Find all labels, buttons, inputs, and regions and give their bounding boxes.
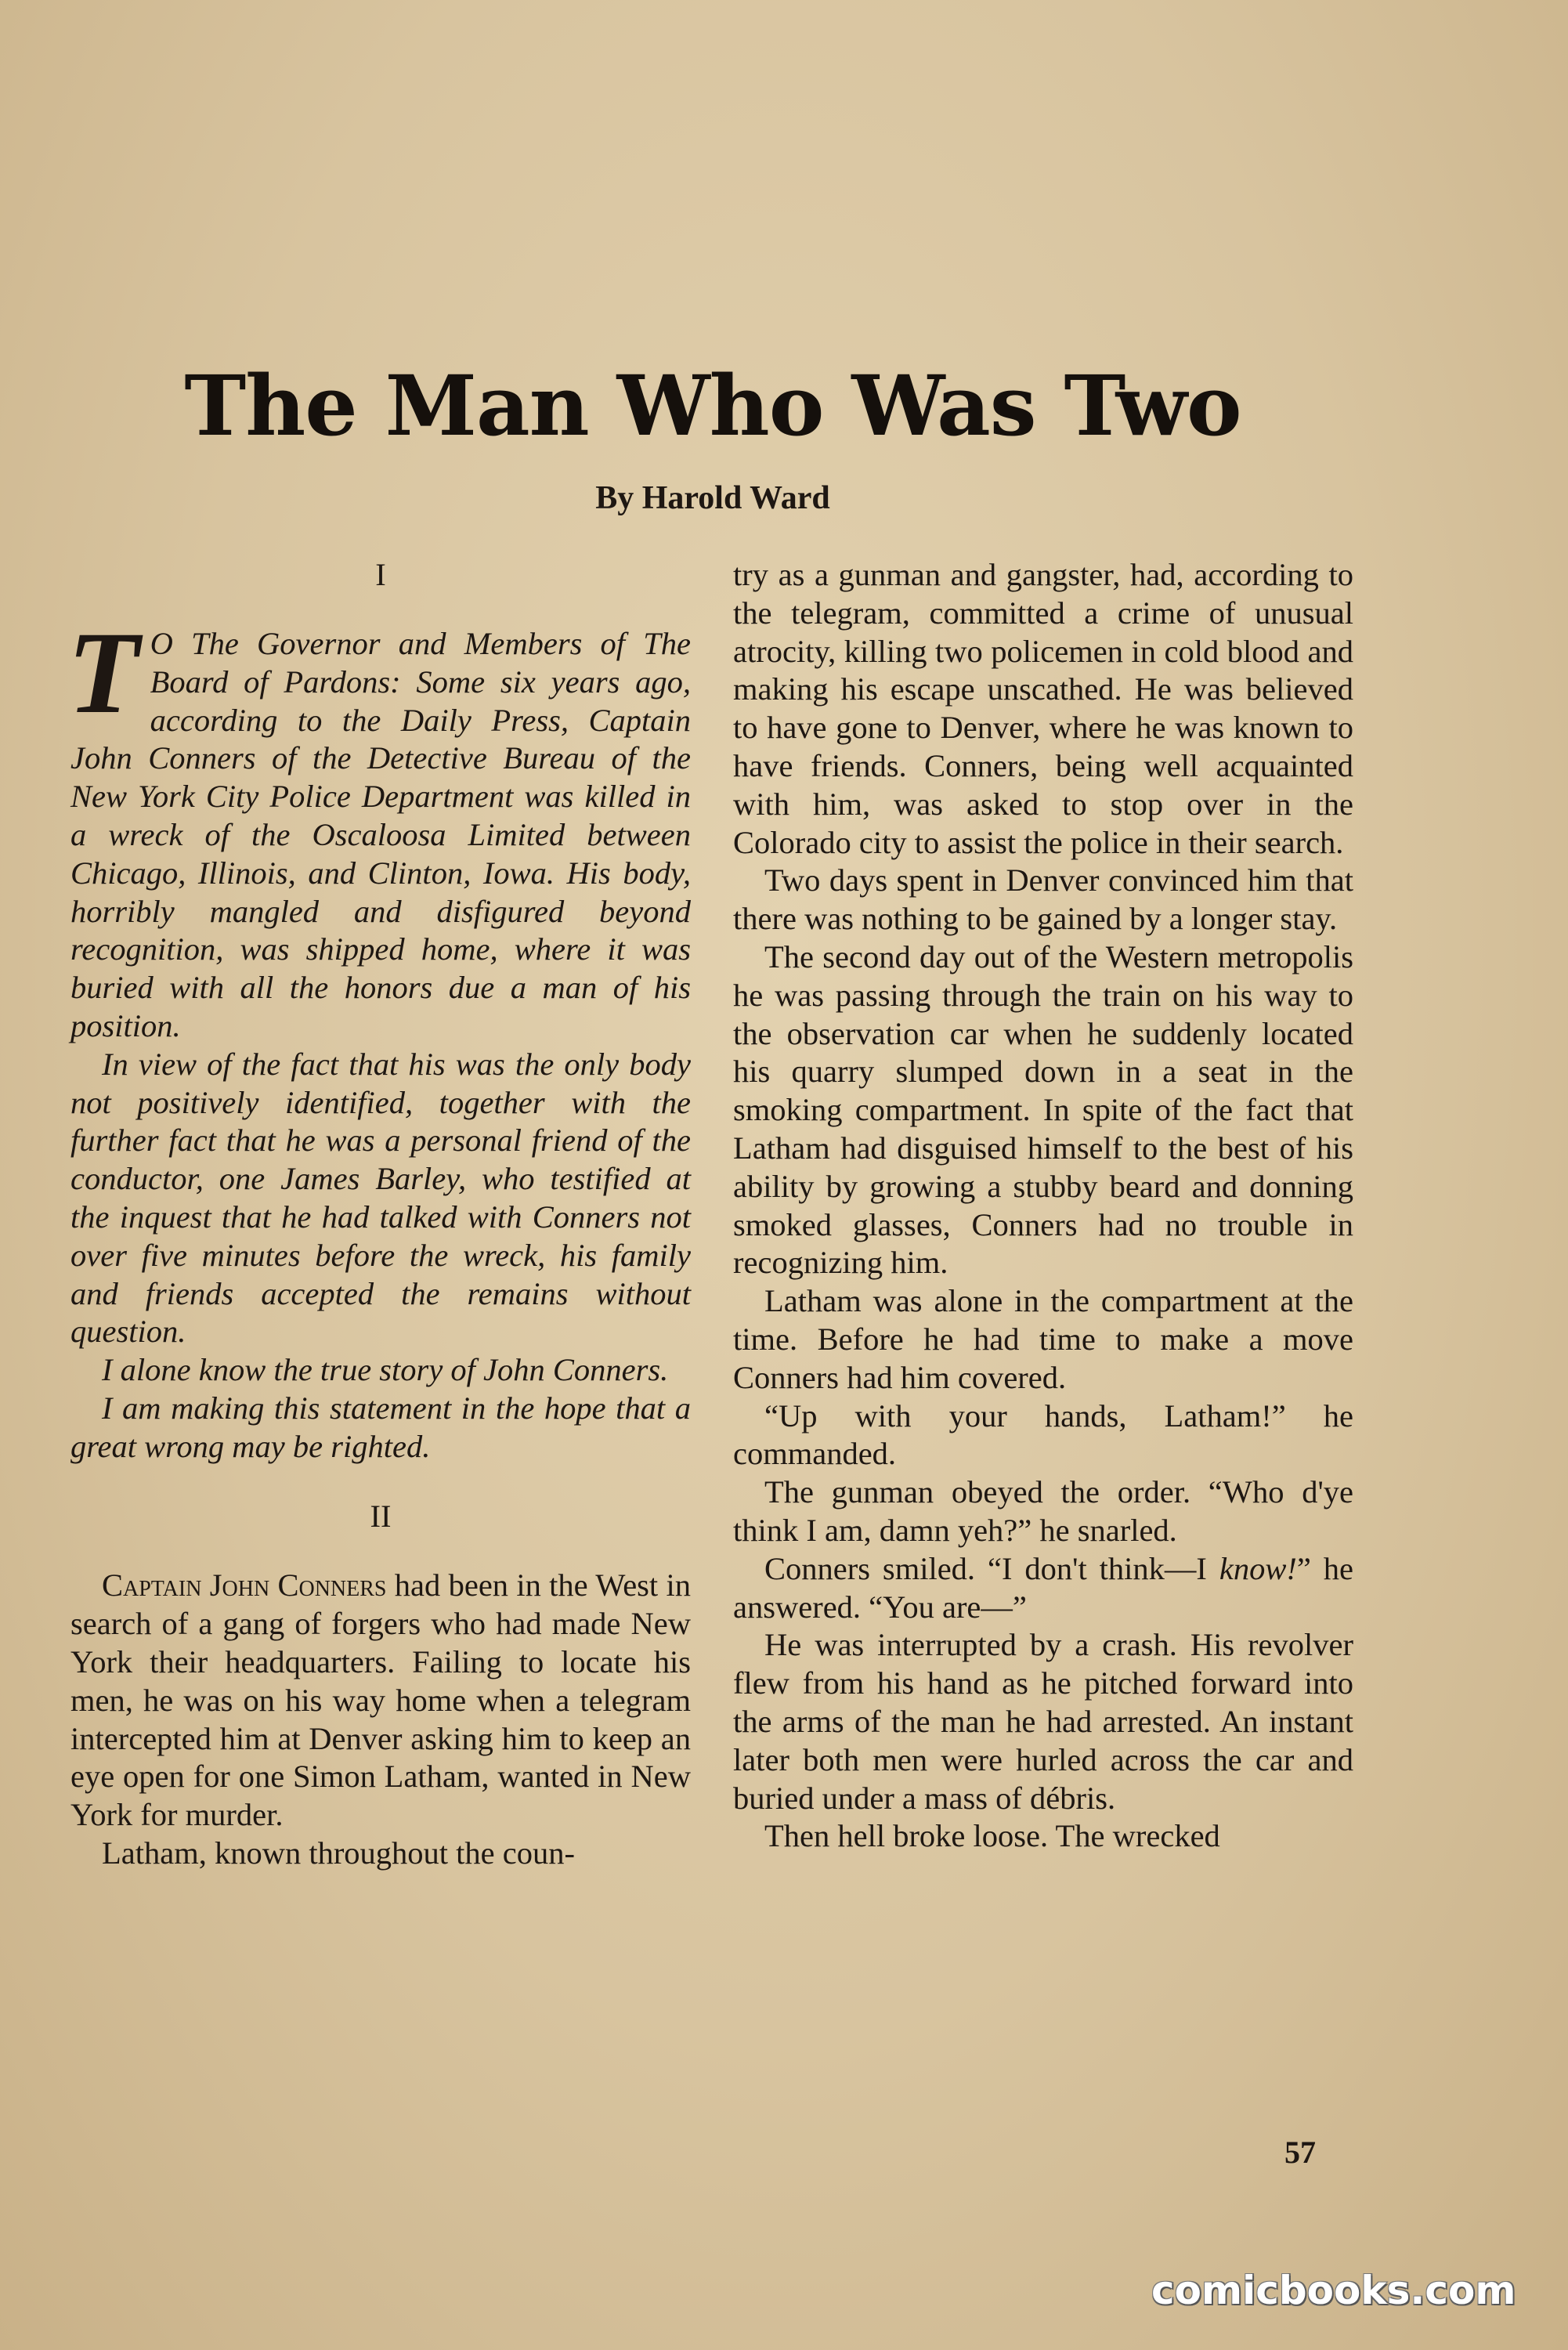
letter-text-1: O The Governor and Members of The Board of Pardons: Some six years ago, according to the Daily Press, Captain John Conners of the Detective Bureau of the New York City Police Department was killed in a wreck of the Oscaloosa Limited between Chicago, Illinois, and Clinton, Iowa. His body, horribly mangled and disfigured beyond recognition, was shipped home, where it was buried with all the honors due a man of his position. <box>70 626 691 1043</box>
dialogue-part-a: Conners smiled. “I don't think—I <box>764 1550 1219 1586</box>
story-text-1: had been in the West in search of a gang of forgers who had made New York their headquarters. Failing to locate his men, he was on his way home when a telegram intercepted him at Denver asking him to keep an eye open for one Simon Latham, wanted in New York for murder. <box>70 1567 691 1833</box>
dialogue-emphasis: know! <box>1219 1550 1297 1586</box>
watermark-logo: comicbooks.com <box>1151 2268 1516 2313</box>
right-paragraph-9: Then hell broke loose. The wrecked <box>764 1818 1220 1854</box>
section-numeral-1: I <box>375 557 386 592</box>
dialogue-part-c: ” he answered. “You are—” <box>733 1550 1354 1625</box>
page-number: 57 <box>1284 2135 1316 2170</box>
right-column <box>733 556 1353 1856</box>
letter-paragraph-3: I alone know the true story of John Conners. <box>102 1352 669 1388</box>
right-paragraph-6: The gunman obeyed the order. “Who d'ye think I am, damn yeh?” he snarled. <box>733 1474 1353 1548</box>
letter-paragraph-4: I am making this statement in the hope that a great wrong may be righted. <box>70 1390 691 1464</box>
section-numeral-2: II <box>370 1498 392 1534</box>
article-title: The Man Who Was Two <box>184 356 1241 454</box>
right-paragraph-2: Two days spent in Denver convinced him that there was nothing to be gained by a longer stay. <box>733 862 1353 937</box>
left-column <box>67 556 691 1873</box>
right-paragraph-5: “Up with your hands, Latham!” he commanded. <box>733 1397 1353 1472</box>
letter-paragraph-1 <box>67 608 691 1046</box>
byline: By Harold Ward <box>595 480 830 516</box>
drop-cap: T <box>67 608 139 738</box>
right-paragraph-3: The second day out of the Western metropolis he was passing through the train on his way to the observation car when he suddenly located his quarry slumped down in a seat in the smoking compartment. In spite of the fact that Latham had disguised himself to the best of his ability by growing a stubby beard and donning smoked glasses, Conners had no trouble in recognizing him. <box>733 938 1353 1281</box>
letter-paragraph-2: In view of the fact that his was the only body not positively identified, together with the further fact that he was a personal friend of the conductor, one James Barley, who testified at the inquest that he had talked with Conners not over five minutes before the wreck, his family and friends accepted the remains without question. <box>70 1046 691 1350</box>
right-paragraph-8: He was interrupted by a crash. His revolver flew from his hand as he pitched forward into the arms of the man he had arrested. An instant later both men were hurled across the car and buried under a mass of débris. <box>733 1627 1353 1816</box>
right-paragraph-7 <box>733 1550 1353 1627</box>
right-paragraph-1: try as a gunman and gangster, had, according to the telegram, committed a crime of unusual atrocity, killing two policemen in cold blood and making his escape unscathed. He was believed to have gone to Denver, where he was known to have friends. Conners, being well acquainted with him, was asked to stop over in the Colorado city to assist the police in their search. <box>733 557 1353 860</box>
story-paragraph-1 <box>70 1567 691 1835</box>
story-paragraph-2: Latham, known throughout the coun- <box>102 1835 575 1871</box>
story-lead-in: Captain John Conners <box>102 1567 387 1603</box>
right-paragraph-4: Latham was alone in the compartment at the time. Before he had time to make a move Conners had him covered. <box>733 1283 1353 1395</box>
